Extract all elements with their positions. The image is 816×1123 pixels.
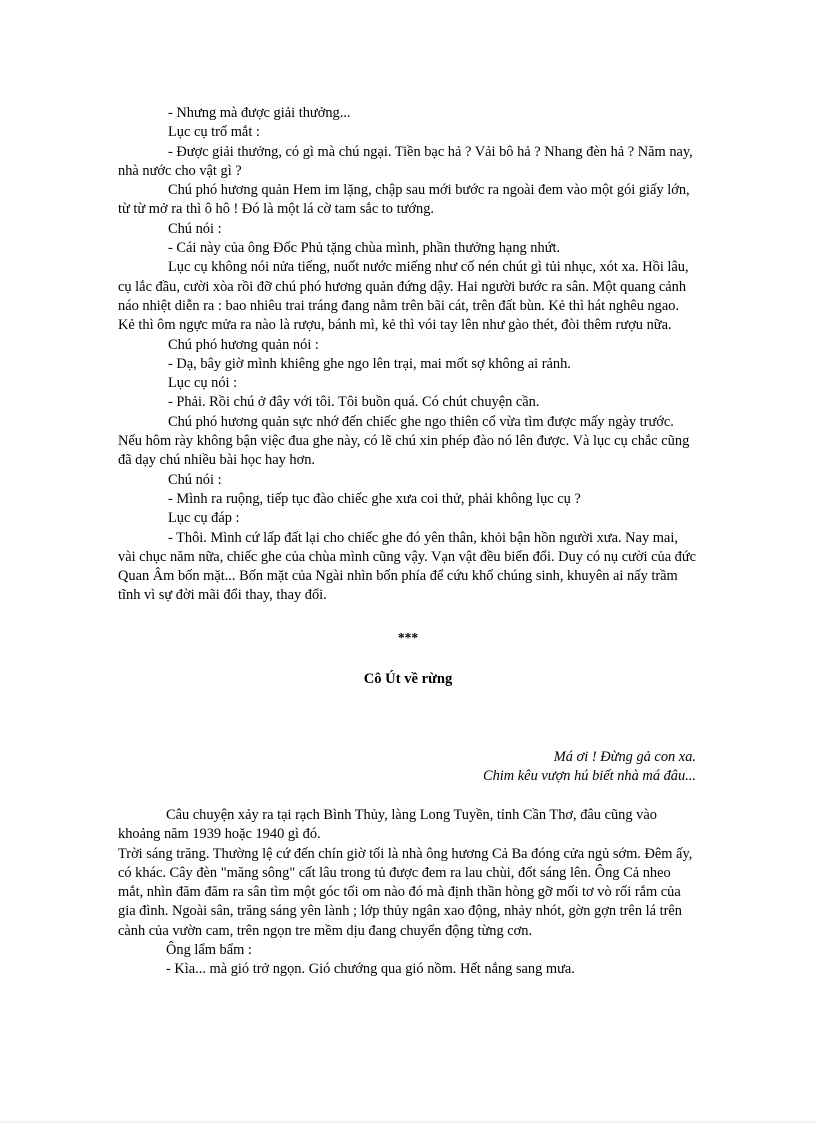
paragraph: Chú phó hương quản nói : [168,336,319,353]
paragraph: Chú phó hương quản Hem im lặng, chập sau mới bước ra ngoài đem vào một gói giấy lớn, từ từ mở ra thì ô hô ! Đó là một lá cờ tam sắc to tướng. [118,182,690,218]
paragraph: - Phải. Rồi chú ở đây với tôi. Tôi buồn quá. Có chút chuyện cần. [168,394,540,411]
paragraph: Trời sáng trăng. Thường lệ cứ đến chín giờ tối là nhà ông hương Cả Ba đóng cửa ngủ sớm. Đêm ấy, có khác. Cây đèn "măng sông" cất lâu trong tủ được đem ra lau chùi, đốt sáng lên. Ông Cả nheo mắt, nhìn đăm đăm ra sân tìm một góc tối om nào đó mà định thần hòng gỡ mối tơ vò rối rắm của gia đình. Ngoài sân, trăng sáng yên lành ; lớp thủy ngân xao động, nhảy nhót, gờn gợn trên lá trên cành của vườn cam, trên ngọn tre mềm dịu đang chuyển động từng cơn. [118,845,693,939]
paragraph: - Dạ, bây giờ mình khiêng ghe ngo lên trại, mai mốt sợ không ai rảnh. [168,355,571,372]
paragraph: Chú nói : [168,471,222,488]
epigraph [118,748,696,787]
paragraph: - Thôi. Mình cứ lấp đất lại cho chiếc ghe đó yên thân, khỏi bận hồn người xưa. Nay mai, vài chục năm nữa, chiếc ghe của chùa mình cũng vậy. Vạn vật đều biến đổi. Duy có nụ cười của đức Quan Âm bốn mặt... Bốn mặt của Ngài nhìn bốn phía để cứu khổ chúng sinh, khuyên ai nấy trầm tĩnh vì sự đời mãi đổi thay, thay đổi. [118,529,697,604]
epigraph-line: Chim kêu vượn hú biết nhà má đâu... [483,768,696,785]
paragraph: Lục cụ đáp : [168,510,240,527]
paragraph: Lục cụ không nói nửa tiếng, nuốt nước miếng như cố nén chút gì tủi nhục, xót xa. Hồi lâu, cụ lắc đầu, cười xòa rồi đỡ chú phó hương quản đứng dậy. Hai người bước ra sân. Một quang cảnh náo nhiệt diễn ra : bao nhiêu trai tráng đang nằm trên bãi cát, trên đất bùn. Kẻ thì hát nghêu ngao. Kẻ thì ôm ngực mửa ra nào là rượu, bánh mì, kẻ thì vói tay lên như gào thét, đòi thêm rượu nữa. [118,259,689,334]
paragraph: - Cái này của ông Đốc Phủ tặng chùa mình, phần thưởng hạng nhứt. [168,240,561,257]
paragraph: - Kìa... mà gió trở ngọn. Gió chướng qua gió nồm. Hết nắng sang mưa. [166,961,575,978]
paragraph: Chú nói : [168,220,222,237]
chapter-title: Cô Út về rừng [363,671,453,687]
story-section [118,806,698,980]
paragraph: Câu chuyện xảy ra tại rạch Bình Thủy, làng Long Tuyền, tỉnh Cần Thơ, đâu cũng vào khoảng năm 1939 hoặc 1940 gì đó. [118,807,657,843]
paragraph: Lục cụ trố mắt : [168,124,260,141]
paragraph: - Được giải thưởng, có gì mà chú ngại. Tiền bạc hả ? Vải bô hả ? Nhang đèn hả ? Năm nay, nhà nước cho vật gì ? [118,143,693,179]
paragraph: - Mình ra ruộng, tiếp tục đào chiếc ghe xưa coi thử, phải không lục cụ ? [168,490,581,507]
epigraph-line: Má ơi ! Đừng gả con xa. [553,749,696,765]
paragraph: - Nhưng mà được giải thưởng... [168,105,351,121]
paragraph: Lục cụ nói : [168,375,238,392]
paragraph: Chú phó hương quản sực nhớ đến chiếc ghe ngo thiên cổ vừa tìm được mấy ngày trước. Nếu hôm rày không bận việc đua ghe này, có lẽ chú xin phép đào nó lên được. Và lục cụ chắc cũng đã dạy chú nhiều bài học hay hơn. [118,413,690,469]
paragraph: Ông lẩm bẩm : [166,942,252,959]
dialogue-section [118,104,698,606]
section-separator: *** [397,630,419,645]
